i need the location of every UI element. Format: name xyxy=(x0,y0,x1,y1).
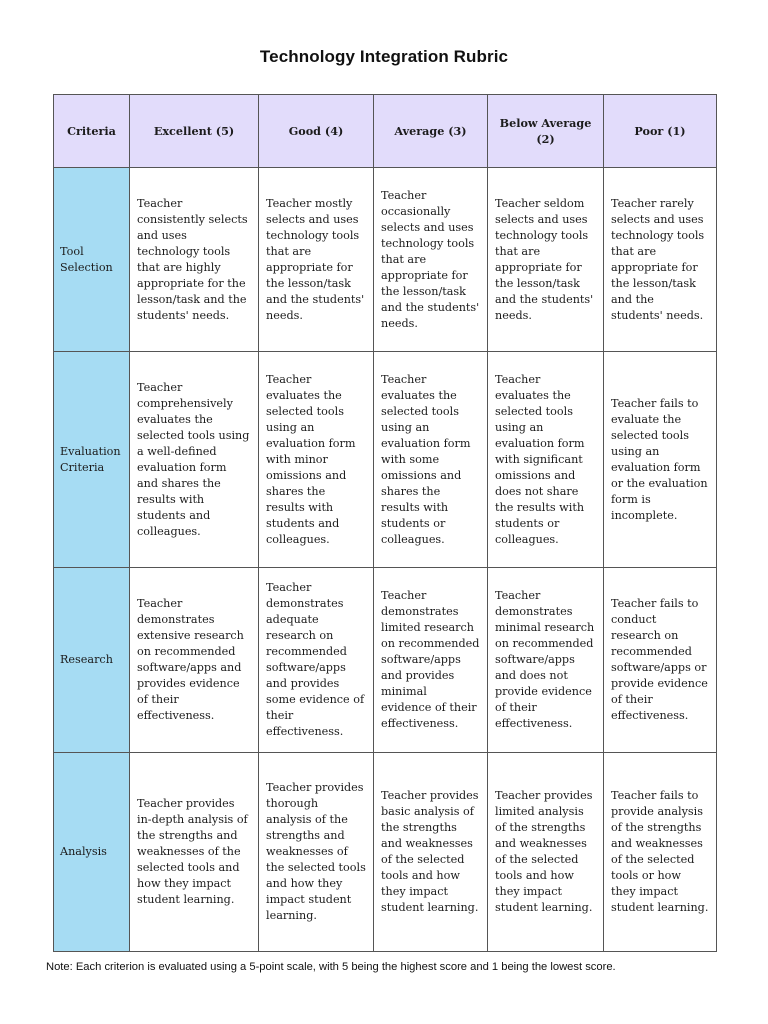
cell-evaluation-criteria-good: Teacher evaluates the selected tools using an evaluation form with minor omissions and shares the results with students and colleagues. xyxy=(259,352,374,568)
header-criteria: Criteria xyxy=(54,95,130,168)
header-level-excellent: Excellent (5) xyxy=(130,95,259,168)
header-level-good: Good (4) xyxy=(259,95,374,168)
rubric-table xyxy=(53,94,717,952)
rubric-row-research xyxy=(54,568,717,753)
rubric-row-tool-selection xyxy=(54,168,717,352)
cell-evaluation-criteria-poor: Teacher fails to evaluate the selected tools using an evaluation form or the evaluation form is incomplete. xyxy=(604,352,717,568)
header-level-below-average: Below Average (2) xyxy=(488,95,604,168)
criterion-analysis: Analysis xyxy=(54,753,130,952)
rubric-row-analysis xyxy=(54,753,717,952)
cell-evaluation-criteria-excellent: Teacher comprehensively evaluates the selected tools using a well-defined evaluation form and shares the results with students and colleagues. xyxy=(130,352,259,568)
cell-analysis-excellent: Teacher provides in-depth analysis of the strengths and weaknesses of the selected tools and how they impact student learning. xyxy=(130,753,259,952)
header-row xyxy=(54,95,717,168)
criterion-tool-selection: Tool Selection xyxy=(54,168,130,352)
criterion-research: Research xyxy=(54,568,130,753)
cell-research-good: Teacher demonstrates adequate research on recommended software/apps and provides some evidence of their effectiveness. xyxy=(259,568,374,753)
cell-tool-selection-poor: Teacher rarely selects and uses technology tools that are appropriate for the lesson/task and the students' needs. xyxy=(604,168,717,352)
cell-tool-selection-below-average: Teacher seldom selects and uses technology tools that are appropriate for the lesson/task and the students' needs. xyxy=(488,168,604,352)
header-level-poor: Poor (1) xyxy=(604,95,717,168)
cell-analysis-good: Teacher provides thorough analysis of the strengths and weaknesses of the selected tools and how they impact student learning. xyxy=(259,753,374,952)
criterion-evaluation-criteria: Evaluation Criteria xyxy=(54,352,130,568)
cell-tool-selection-excellent: Teacher consistently selects and uses technology tools that are highly appropriate for the lesson/task and the students' needs. xyxy=(130,168,259,352)
cell-analysis-below-average: Teacher provides limited analysis of the strengths and weaknesses of the selected tools and how they impact student learning. xyxy=(488,753,604,952)
rubric-body xyxy=(54,168,717,952)
cell-analysis-average: Teacher provides basic analysis of the strengths and weaknesses of the selected tools and how they impact student learning. xyxy=(374,753,488,952)
cell-analysis-poor: Teacher fails to provide analysis of the strengths and weaknesses of the selected tools or how they impact student learning. xyxy=(604,753,717,952)
rubric-header xyxy=(54,95,717,168)
page-title: Technology Integration Rubric xyxy=(259,47,509,66)
cell-research-excellent: Teacher demonstrates extensive research on recommended software/apps and provides evidence of their effectiveness. xyxy=(130,568,259,753)
rubric-row-evaluation-criteria xyxy=(54,352,717,568)
cell-evaluation-criteria-average: Teacher evaluates the selected tools using an evaluation form with some omissions and shares the results with students or colleagues. xyxy=(374,352,488,568)
cell-tool-selection-average: Teacher occasionally selects and uses technology tools that are appropriate for the lesson/task and the students' needs. xyxy=(374,168,488,352)
cell-evaluation-criteria-below-average: Teacher evaluates the selected tools using an evaluation form with significant omissions and does not share the results with students or colleagues. xyxy=(488,352,604,568)
cell-tool-selection-good: Teacher mostly selects and uses technology tools that are appropriate for the lesson/task and the students' needs. xyxy=(259,168,374,352)
cell-research-below-average: Teacher demonstrates minimal research on recommended software/apps and does not provide evidence of their effectiveness. xyxy=(488,568,604,753)
header-level-average: Average (3) xyxy=(374,95,488,168)
cell-research-average: Teacher demonstrates limited research on recommended software/apps and provides minimal evidence of their effectiveness. xyxy=(374,568,488,753)
footnote: Note: Each criterion is evaluated using a 5-point scale, with 5 being the highest score and 1 being the lowest score. xyxy=(46,961,616,973)
cell-research-poor: Teacher fails to conduct research on recommended software/apps or provide evidence of their effectiveness. xyxy=(604,568,717,753)
